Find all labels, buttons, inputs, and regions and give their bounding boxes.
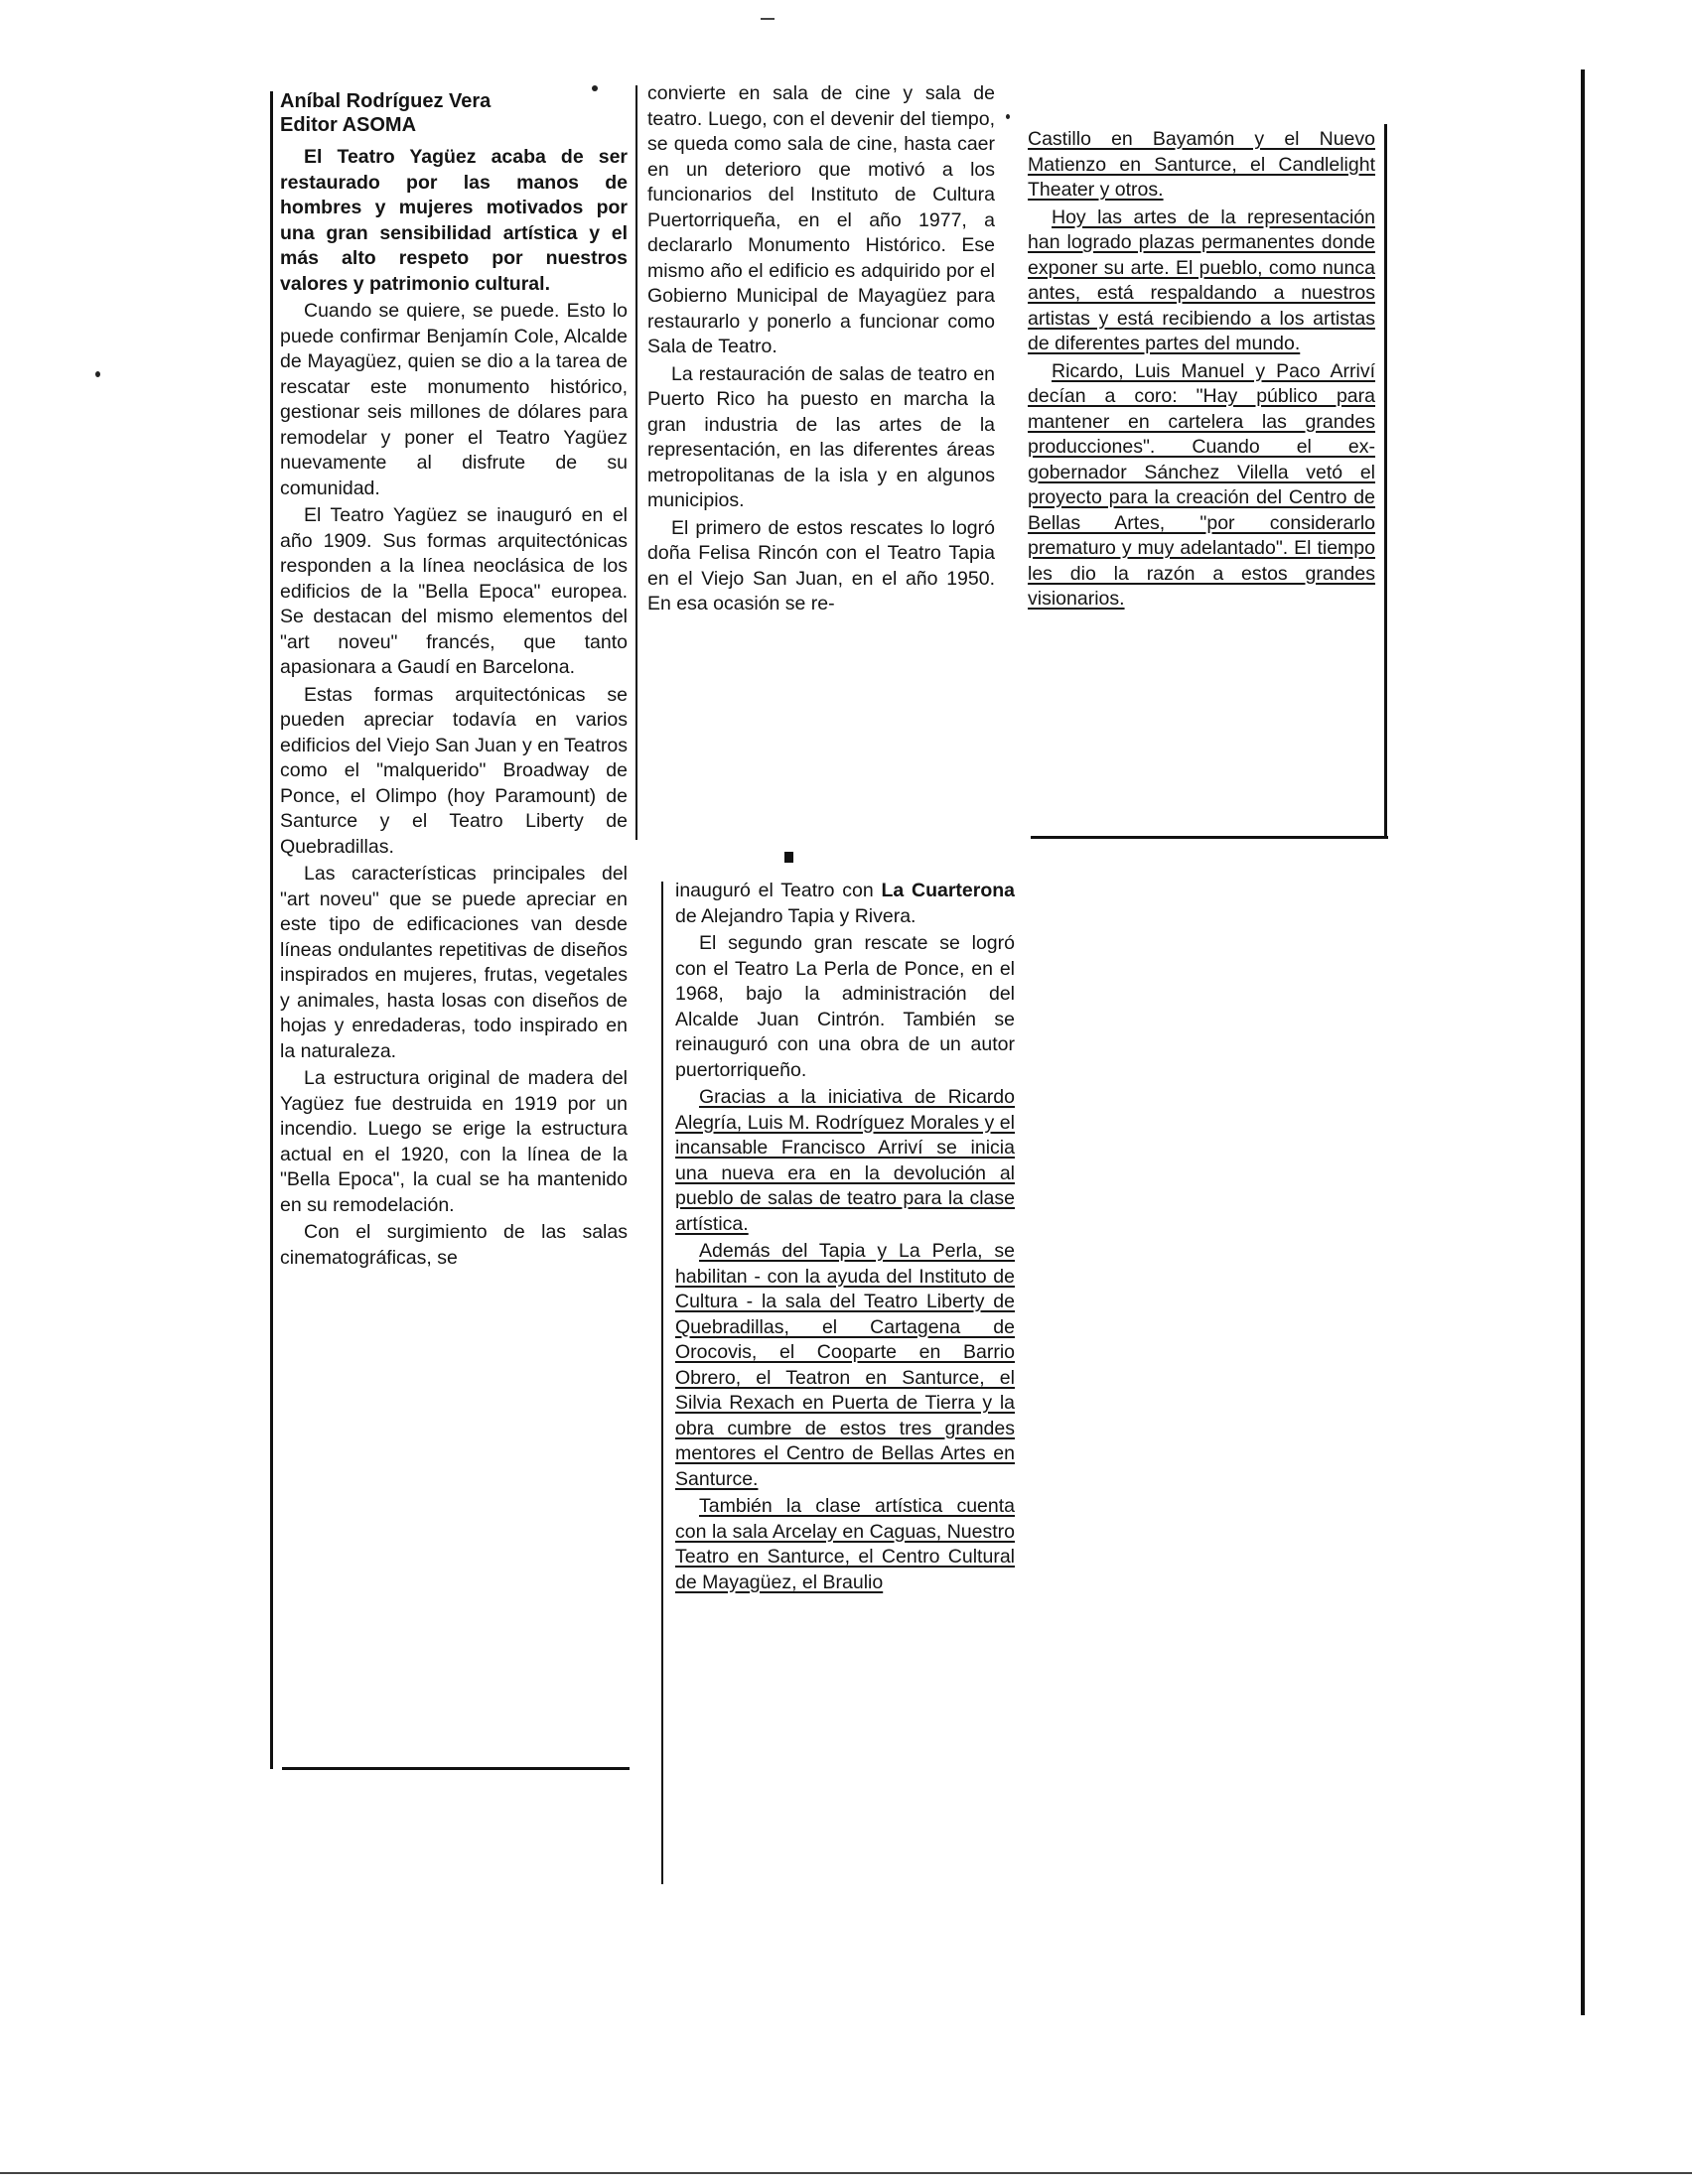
play-title: La Cuarterona <box>881 880 1016 901</box>
text-fragment: de Alejandro Tapia y Rivera. <box>675 904 916 927</box>
byline <box>280 89 628 137</box>
article-column-2-top <box>647 81 995 619</box>
column-3-bottom-rule <box>1031 836 1388 839</box>
paragraph: Hoy las artes de la representación han logrado plazas permanentes donde exponer su arte. El pueblo, como nunca antes, está respaldando a nuestros artistas y está recibiendo a los artistas de diferentes partes del mundo. <box>1028 205 1375 354</box>
paragraph <box>675 879 1015 929</box>
paragraph: También la clase artística cuenta con la sala Arcelay en Caguas, Nuestro Teatro en Santurce, el Centro Cultural de Mayagüez, el Braulio <box>675 1495 1015 1593</box>
section-separator-mark <box>784 852 793 863</box>
scan-mark-top <box>761 18 775 20</box>
column-2-bottom-left-rule <box>661 882 663 1884</box>
article-column-1 <box>280 89 628 1273</box>
paragraph: Gracias a la iniciativa de Ricardo Alegría, Luis M. Rodríguez Morales y el incansable Francisco Arriví se inicia una nueva era en la devolución al pueblo de salas de teatro para la clase artística. <box>675 1086 1015 1235</box>
scan-speck <box>95 371 100 377</box>
paragraph: Las características principales del "art noveu" que se puede apreciar en este tipo de edificaciones van desde líneas ondulantes repetitivas de diseños inspirados en mujeres, frutas, vegetales y animales, hasta losas con diseños de hojas y enredaderas, todo inspirado en la naturaleza. <box>280 863 628 1062</box>
paragraph: El segundo gran rescate se logró con el Teatro La Perla de Ponce, en el 1968, bajo la administración del Alcalde Juan Cintrón. También se reinauguró con una obra de un autor puertorriqueño. <box>675 932 1015 1081</box>
paragraph: La estructura original de madera del Yagüez fue destruida en 1919 por un incendio. Luego se erige la estructura actual en el 1920, con la línea de la "Bella Epoca", la cual se ha mantenido en su remodelación. <box>280 1067 628 1216</box>
paragraph: Estas formas arquitectónicas se pueden apreciar todavía en varios edificios del Viejo San Juan y en Teatros como el "malquerido" Broadway de Ponce, el Olimpo (hoy Paramount) de Santurce y el Teatro Liberty de Quebradillas. <box>280 683 628 858</box>
paragraph: Ricardo, Luis Manuel y Paco Arriví decían a coro: "Hay público para mantener en cartelera las grandes producciones". Cuando el ex-gobernador Sánchez Vilella vetó el proyecto para la creación del Centro de Bellas Artes, "por considerarlo prematuro y muy adelantado". El tiempo les dio la razón a estos grandes visionarios. <box>1028 359 1375 610</box>
scan-edge-right <box>1581 69 1585 2015</box>
paragraph: Con el surgimiento de las salas cinematográficas, se <box>280 1221 628 1269</box>
paragraph: convierte en sala de cine y sala de teatro. Luego, con el devenir del tiempo, se queda como sala de cine, hasta caer en un deterioro que motivó a los funcionarios del Instituto de Cultura Puertorriqueña, en el año 1977, a declararlo Monumento Histórico. Ese mismo año el edificio es adquirido por el Gobierno Municipal de Mayagüez para restaurarlo y ponerlo a funcionar como Sala de Teatro. <box>647 82 995 357</box>
paragraph: Además del Tapia y La Perla, se habilitan - con la ayuda del Instituto de Cultura - la sala del Teatro Liberty de Quebradillas, el Cartagena de Orocovis, el Cooparte en Barrio Obrero, el Teatron en Santurce, el Silvia Rexach en Puerta de Tierra y la obra cumbre de estos tres grandes mentores el Centro de Bellas Artes en Santurce. <box>675 1240 1015 1490</box>
text-fragment: inauguró el Teatro con <box>675 880 882 901</box>
scan-speck <box>1006 114 1010 119</box>
column-2-left-rule <box>635 85 637 840</box>
scan-edge-bottom <box>0 2172 1692 2174</box>
paragraph: El Teatro Yagüez acaba de ser restaurado por las manos de hombres y mujeres motivados por una gran sensibilidad artística y el más alto respeto por nuestros valores y patrimonio cultural. <box>280 146 628 295</box>
byline-role: Editor ASOMA <box>280 114 417 136</box>
paragraph: Cuando se quiere, se puede. Esto lo puede confirmar Benjamín Cole, Alcalde de Mayagüez, quien se dio a la tarea de rescatar este monumento histórico, gestionar seis millones de dólares para remodelar y poner el Teatro Yagüez nuevamente al disfrute de su comunidad. <box>280 300 628 499</box>
article-column-3 <box>1028 127 1375 614</box>
column-3-right-rule <box>1384 124 1387 839</box>
paragraph: Castillo en Bayamón y el Nuevo Matienzo en Santurce, el Candlelight Theater y otros. <box>1028 128 1375 201</box>
paragraph: El primero de estos rescates lo logró doña Felisa Rincón con el Teatro Tapia en el Viejo San Juan, en el año 1950. En esa ocasión se re- <box>647 516 995 614</box>
column-1-bottom-rule <box>282 1767 630 1770</box>
paragraph: La restauración de salas de teatro en Puerto Rico ha puesto en marcha la gran industria de las artes de la representación, en las diferentes áreas metropolitanas de la isla y en algunos municipios. <box>647 362 995 511</box>
byline-author: Aníbal Rodríguez Vera <box>280 90 492 112</box>
column-1-left-rule <box>270 91 273 1769</box>
paragraph: El Teatro Yagüez se inauguró en el año 1909. Sus formas arquitectónicas responden a la línea neoclásica de los edificios de la "Bella Epoca" europea. Se destacan del mismo elementos del "art noveu" francés, que tanto apasionara a Gaudí en Barcelona. <box>280 504 628 678</box>
article-column-2-bottom <box>675 879 1015 1597</box>
